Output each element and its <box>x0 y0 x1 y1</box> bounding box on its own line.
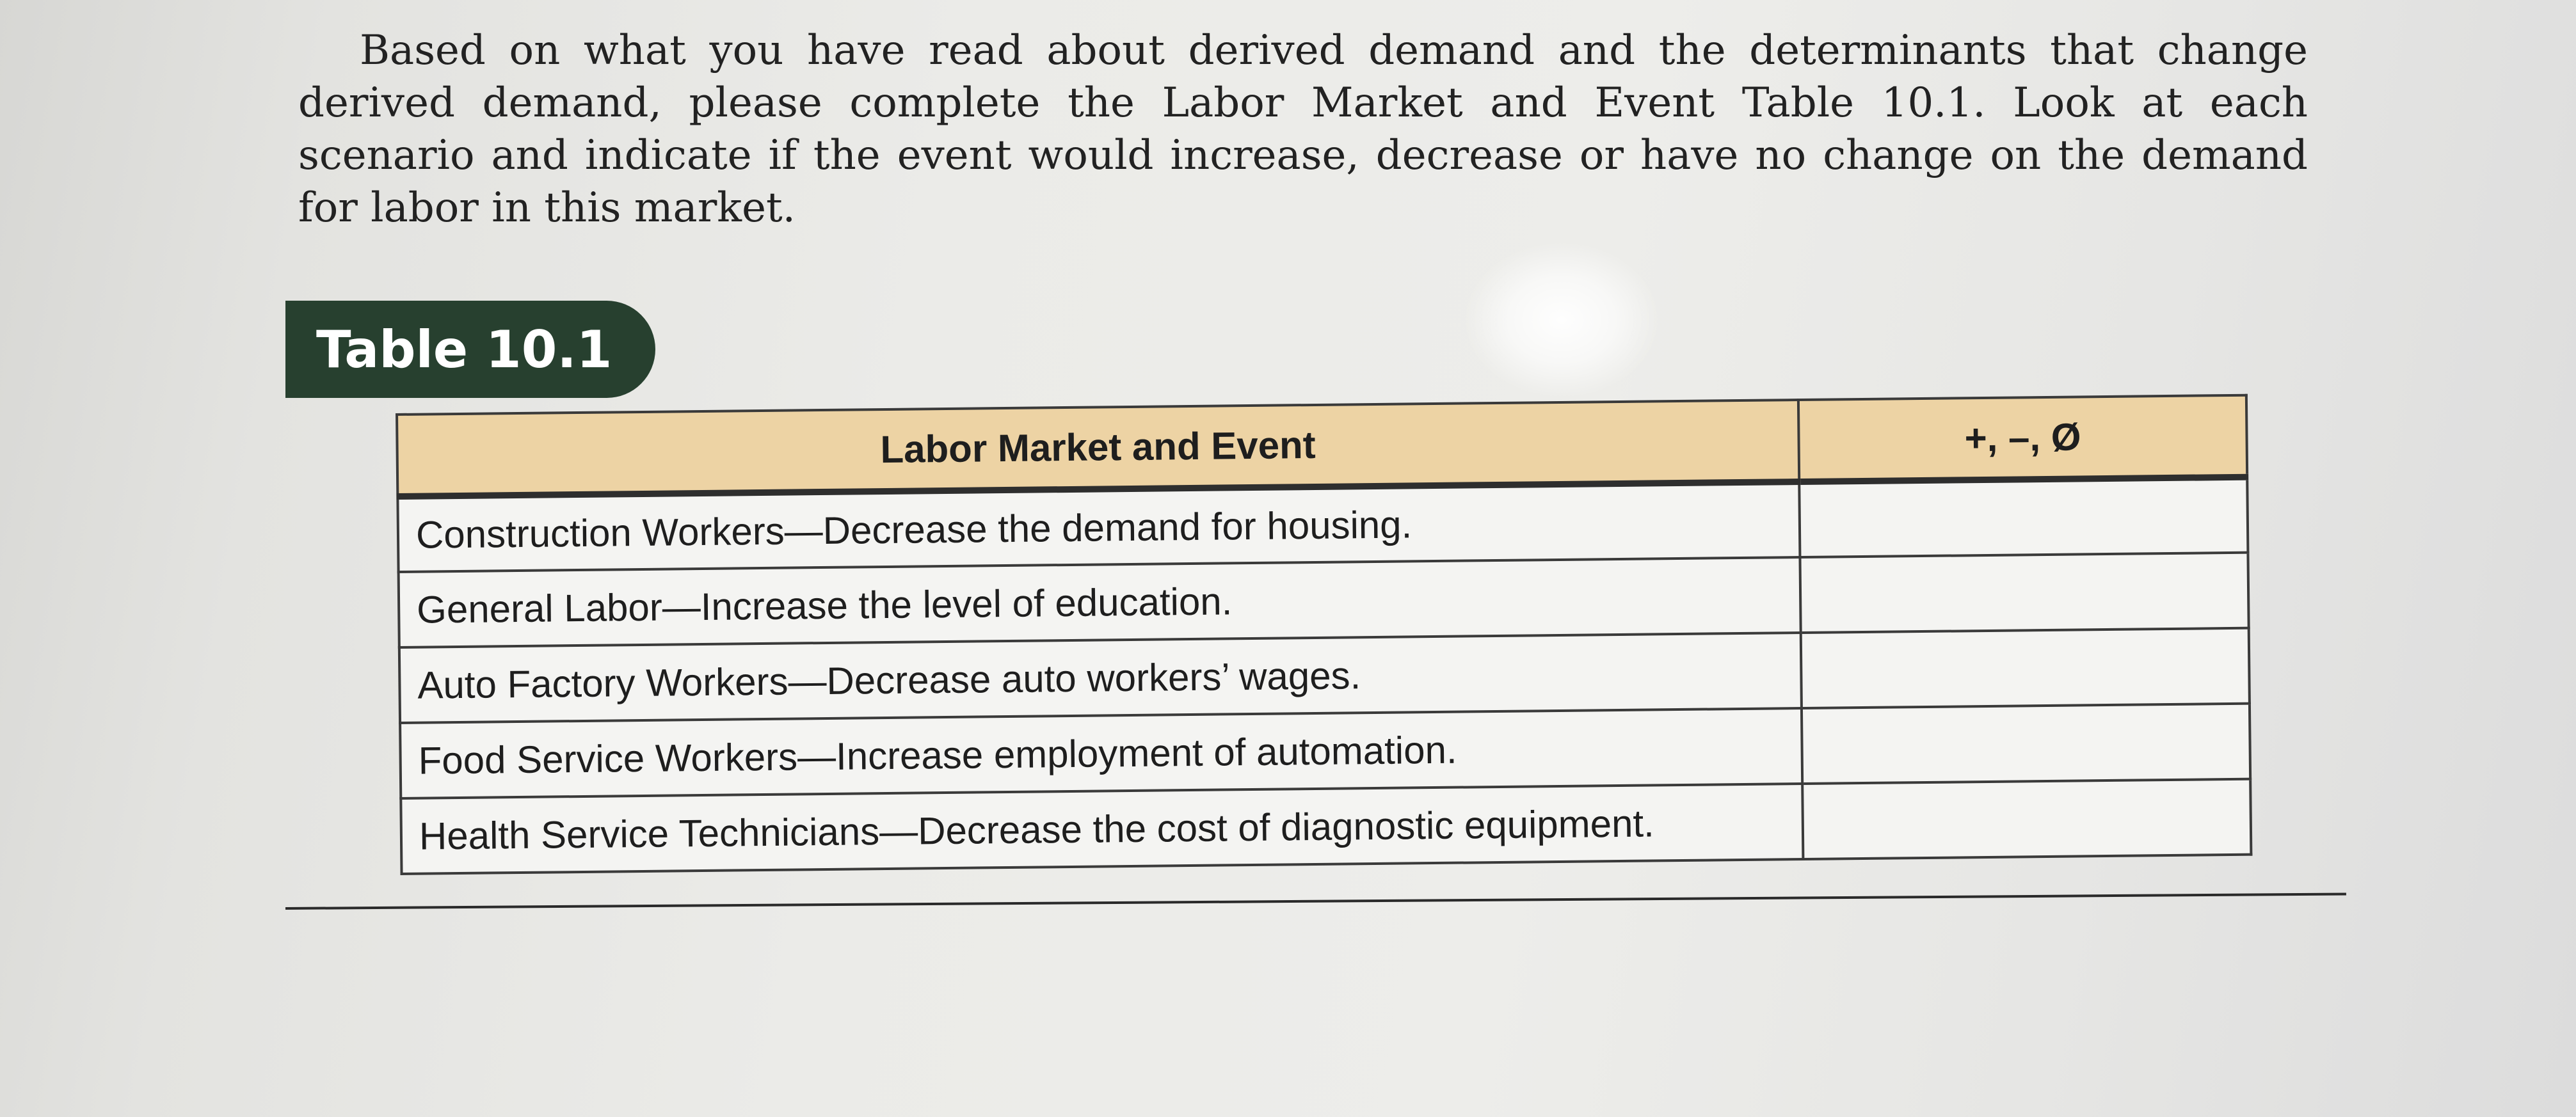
event-cell: Health Service Technicians—Decrease the cost of diagnostic equipment. <box>401 784 1803 874</box>
table-label-tab <box>285 301 655 398</box>
event-cell: Construction Workers—Decrease the demand for housing. <box>397 482 1800 572</box>
instructions-paragraph: Based on what you have read about derived demand and the determinants that change derived demand, please complete the Labor Market and Event Table 10.1. Look at each scenario and indicate if the event would increase, decrease or have no change on the demand for labor in this market. <box>298 27 2308 232</box>
divider-rule <box>285 893 2346 910</box>
answer-cell[interactable] <box>1802 704 2250 784</box>
answer-cell[interactable] <box>1801 628 2250 708</box>
header-change-symbol: +, –, Ø <box>1798 395 2247 482</box>
answer-cell[interactable] <box>1799 477 2248 557</box>
header-labor-market-event: Labor Market and Event <box>397 400 1799 496</box>
table-label: Table 10.1 <box>316 320 612 379</box>
light-glare <box>1466 243 1658 397</box>
answer-cell[interactable] <box>1802 779 2251 859</box>
answer-cell[interactable] <box>1800 553 2248 633</box>
event-cell: Auto Factory Workers—Decrease auto workers’ wages. <box>399 633 1802 723</box>
labor-market-table <box>396 394 2252 875</box>
event-cell: General Labor—Increase the level of education. <box>399 557 1801 647</box>
event-cell: Food Service Workers—Increase employment of automation. <box>400 708 1802 798</box>
